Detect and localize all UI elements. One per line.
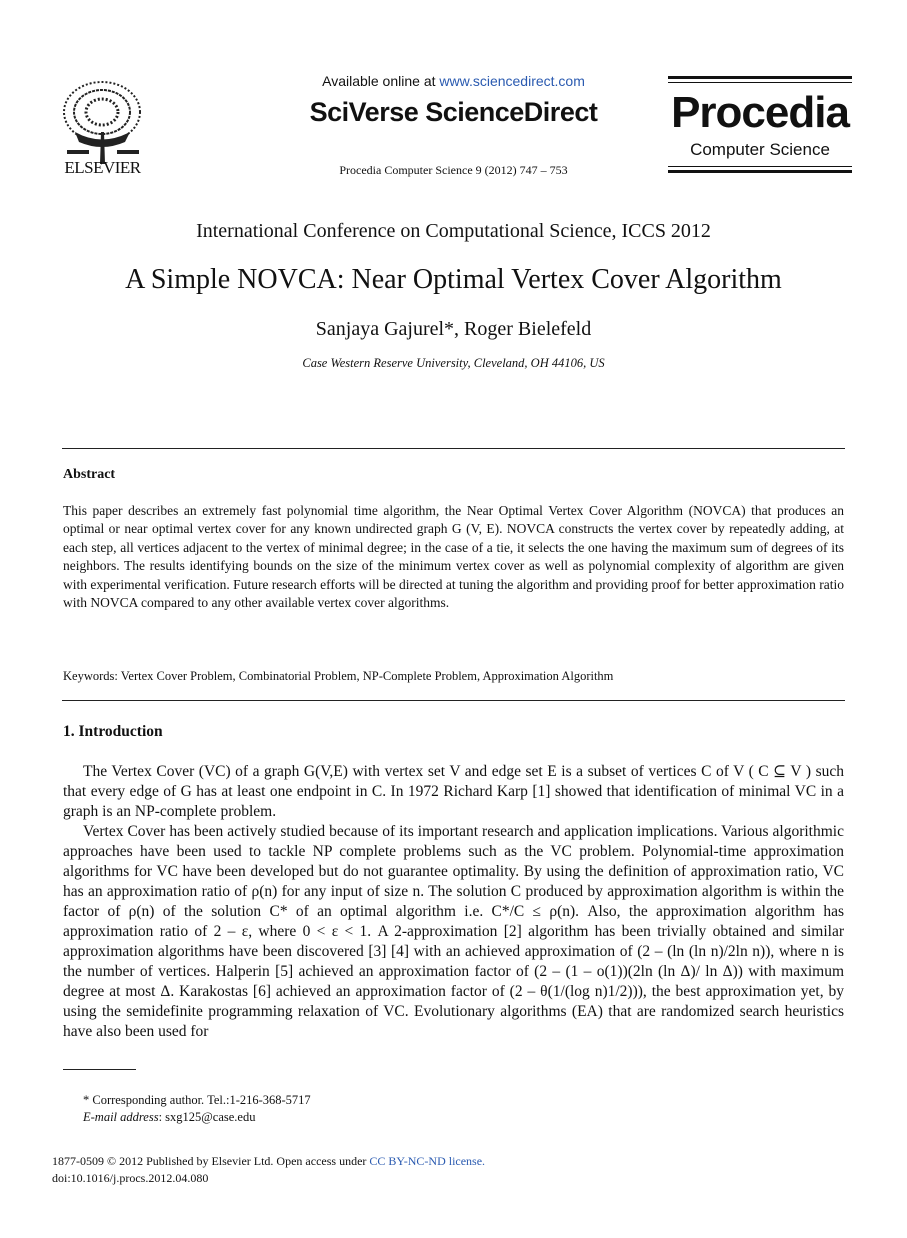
section-heading: 1. Introduction (63, 723, 163, 740)
procedia-logo (668, 76, 852, 174)
divider-top (62, 448, 845, 449)
email-label: E-mail address (83, 1110, 159, 1124)
logo-rule-bottom (668, 170, 852, 173)
conference-name: International Conference on Computational Science, ICCS 2012 (196, 220, 711, 242)
email-value: : sxg125@case.edu (158, 1110, 256, 1124)
abstract-text: This paper describes an extremely fast polynomial time algorithm, the Near Optimal Vertex Cover Algorithm (NOVCA) that produces an optimal or near optimal vertex cover for any known undirected graph G (V, E). NOVCA constructs the vertex cover by repeatedly adding, at each step, all vertices adjacent to the vertex of minimal degree; in the case of a tie, it selects the one having the maximum sum of degrees of its neighbors. The results identifying bounds on the size of the minimum vertex cover as well as polynomial complexity of algorithm are given with experimental verification. Future research efforts will be directed at tuning the algorithm and providing proof for better approximation ratio with NOVCA compared to any other available vertex cover algorithms. (63, 503, 845, 611)
available-prefix: Available online at (322, 73, 440, 89)
footnote-corresponding: * Corresponding author. Tel.:1-216-368-5717 (83, 1093, 311, 1107)
logo-rule-bottom-thin (668, 166, 852, 167)
copyright-text: 1877-0509 © 2012 Published by Elsevier Ltd. Open access under (52, 1154, 370, 1168)
procedia-subtitle: Computer Science (690, 140, 830, 159)
intro-paragraph-1: The Vertex Cover (VC) of a graph G(V,E) with vertex set V and edge set E is a subset of vertices C of V ( C ⊆ V ) such that every edge of G has at least one endpoint in C. In 1972 Richard Karp [1] showed that identification of minimal VC in a graph is an NP-complete problem. (63, 763, 844, 820)
intro-paragraph-2: Vertex Cover has been actively studied because of its important research and application implications. Various algorithmic approaches have been used to tackle NP complete problems such as the VC problem. Polynomial-time approximation algorithms for VC have been developed but do not guarantee optimality. By using the definition of approximation ratio, VC has an approximation ratio of ρ(n) for any input of size n. The solution C produced by approximation algorithm is within the factor of ρ(n) of the solution C* of an optimal algorithm i.e. C*/C ≤ ρ(n). Also, the approximation algorithm has approximation ratio of 2 – ε, where 0 < ε < 1. A 2-approximation [2] algorithm has been trivially obtained and similar approximation algorithms have been discovered [3] [4] with an achieved approximation of (2 – (ln (ln n)/2ln n)), where n is the number of vertices. Halperin [5] achieved an approximation factor of (2 – (1 – o(1))(2ln (ln Δ)/ ln Δ)) with maximum degree at most Δ. Karakostas [6] achieved an approximation factor of (2 – θ(1/(log n)1/2))), the best approximation yet, by using the semidefinite programming relaxation of VC. Evolutionary algorithms (EA) that are randomized search heuristics have also been used for (63, 823, 844, 1040)
footnote-rule (63, 1069, 136, 1070)
footnote-email (83, 1110, 255, 1125)
keywords: Keywords: Vertex Cover Problem, Combinatorial Problem, NP-Complete Problem, Approximation Algorithm (63, 669, 614, 683)
copyright-line (52, 1154, 485, 1169)
sciverse-sciencedirect-logo: SciVerse ScienceDirect (309, 97, 598, 127)
affiliation: Case Western Reserve University, Cleveland, OH 44106, US (302, 356, 605, 370)
authors: Sanjaya Gajurel*, Roger Bielefeld (315, 318, 592, 340)
logo-rule-top-thin (668, 82, 852, 83)
journal-reference: Procedia Computer Science 9 (2012) 747 – 753 (339, 163, 568, 177)
logo-rule-top (668, 76, 852, 79)
elsevier-wordmark: ELSEVIER (64, 158, 141, 177)
paper-title: A Simple NOVCA: Near Optimal Vertex Cover Algorithm (125, 264, 782, 295)
doi: doi:10.1016/j.procs.2012.04.080 (52, 1171, 209, 1185)
divider-bottom (62, 700, 845, 701)
license-link[interactable]: CC BY-NC-ND license. (369, 1154, 486, 1168)
abstract-heading: Abstract (63, 467, 116, 482)
sciencedirect-link[interactable]: www.sciencedirect.com (439, 73, 585, 89)
procedia-title: Procedia (671, 88, 849, 137)
